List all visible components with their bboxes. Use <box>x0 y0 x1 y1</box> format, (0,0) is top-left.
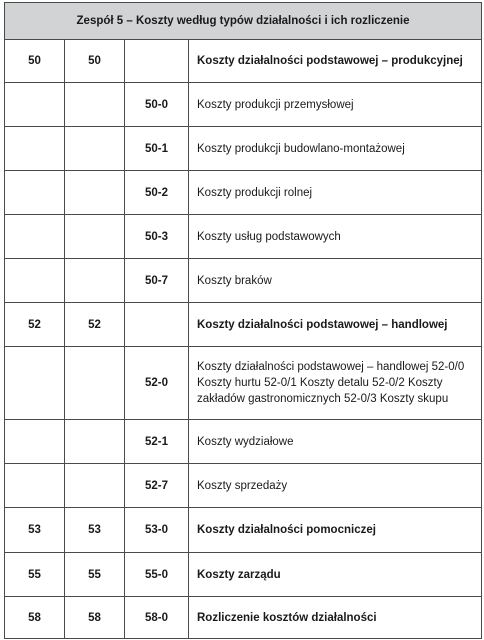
account-code: 53 <box>65 508 125 553</box>
table-row <box>5 347 482 420</box>
account-code <box>65 464 125 508</box>
account-description: Koszty zarządu <box>189 553 482 597</box>
account-code: 58 <box>65 597 125 639</box>
subaccount-code: 58-0 <box>125 597 189 639</box>
table-row <box>5 553 482 597</box>
subaccount-code: 53-0 <box>125 508 189 553</box>
subaccount-code: 52-0 <box>125 347 189 420</box>
account-description: Koszty działalności podstawowej – handlowej <box>189 303 482 347</box>
subaccount-code: 52-7 <box>125 464 189 508</box>
table-row <box>5 508 482 553</box>
table-row <box>5 303 482 347</box>
account-code <box>65 127 125 171</box>
subaccount-code <box>125 40 189 83</box>
table-row <box>5 127 482 171</box>
account-description: Koszty wydziałowe <box>189 420 482 464</box>
group-code <box>5 347 65 420</box>
subaccount-code: 50-7 <box>125 259 189 303</box>
subaccount-code: 50-1 <box>125 127 189 171</box>
account-description: Koszty działalności podstawowej – handlowej 52-0/0 Koszty hurtu 52-0/1 Koszty detalu 52-0/2 Koszty zakładów gastronomicznych 52-0/3 Koszty skupu <box>189 347 482 420</box>
table-row <box>5 420 482 464</box>
account-code <box>65 215 125 259</box>
table-row <box>5 259 482 303</box>
table-row <box>5 171 482 215</box>
group-code: 58 <box>5 597 65 639</box>
group-code <box>5 464 65 508</box>
group-code <box>5 127 65 171</box>
account-code <box>65 259 125 303</box>
account-code <box>65 171 125 215</box>
subaccount-code: 50-3 <box>125 215 189 259</box>
group-code: 52 <box>5 303 65 347</box>
account-description: Koszty produkcji budowlano-montażowej <box>189 127 482 171</box>
subaccount-code: 52-1 <box>125 420 189 464</box>
accounts-table <box>4 2 482 639</box>
account-description: Koszty działalności pomocniczej <box>189 508 482 553</box>
account-code <box>65 347 125 420</box>
group-code: 53 <box>5 508 65 553</box>
account-code: 55 <box>65 553 125 597</box>
account-description: Koszty sprzedaży <box>189 464 482 508</box>
account-description: Koszty usług podstawowych <box>189 215 482 259</box>
group-code: 55 <box>5 553 65 597</box>
account-code <box>65 83 125 127</box>
account-description: Koszty braków <box>189 259 482 303</box>
table-row <box>5 597 482 639</box>
group-code <box>5 83 65 127</box>
account-description: Koszty produkcji przemysłowej <box>189 83 482 127</box>
group-code: 50 <box>5 40 65 83</box>
subaccount-code <box>125 303 189 347</box>
group-code <box>5 215 65 259</box>
subaccount-code: 50-2 <box>125 171 189 215</box>
account-code <box>65 420 125 464</box>
table-row <box>5 464 482 508</box>
group-code <box>5 420 65 464</box>
subaccount-code: 55-0 <box>125 553 189 597</box>
account-code: 50 <box>65 40 125 83</box>
account-description: Koszty produkcji rolnej <box>189 171 482 215</box>
table-row <box>5 40 482 83</box>
table-title: Zespół 5 – Koszty według typów działalności i ich rozliczenie <box>5 3 482 40</box>
subaccount-code: 50-0 <box>125 83 189 127</box>
table-header-row <box>5 3 482 40</box>
account-description: Koszty działalności podstawowej – produkcyjnej <box>189 40 482 83</box>
group-code <box>5 171 65 215</box>
group-code <box>5 259 65 303</box>
table-row <box>5 215 482 259</box>
account-code: 52 <box>65 303 125 347</box>
table-row <box>5 83 482 127</box>
account-description: Rozliczenie kosztów działalności <box>189 597 482 639</box>
